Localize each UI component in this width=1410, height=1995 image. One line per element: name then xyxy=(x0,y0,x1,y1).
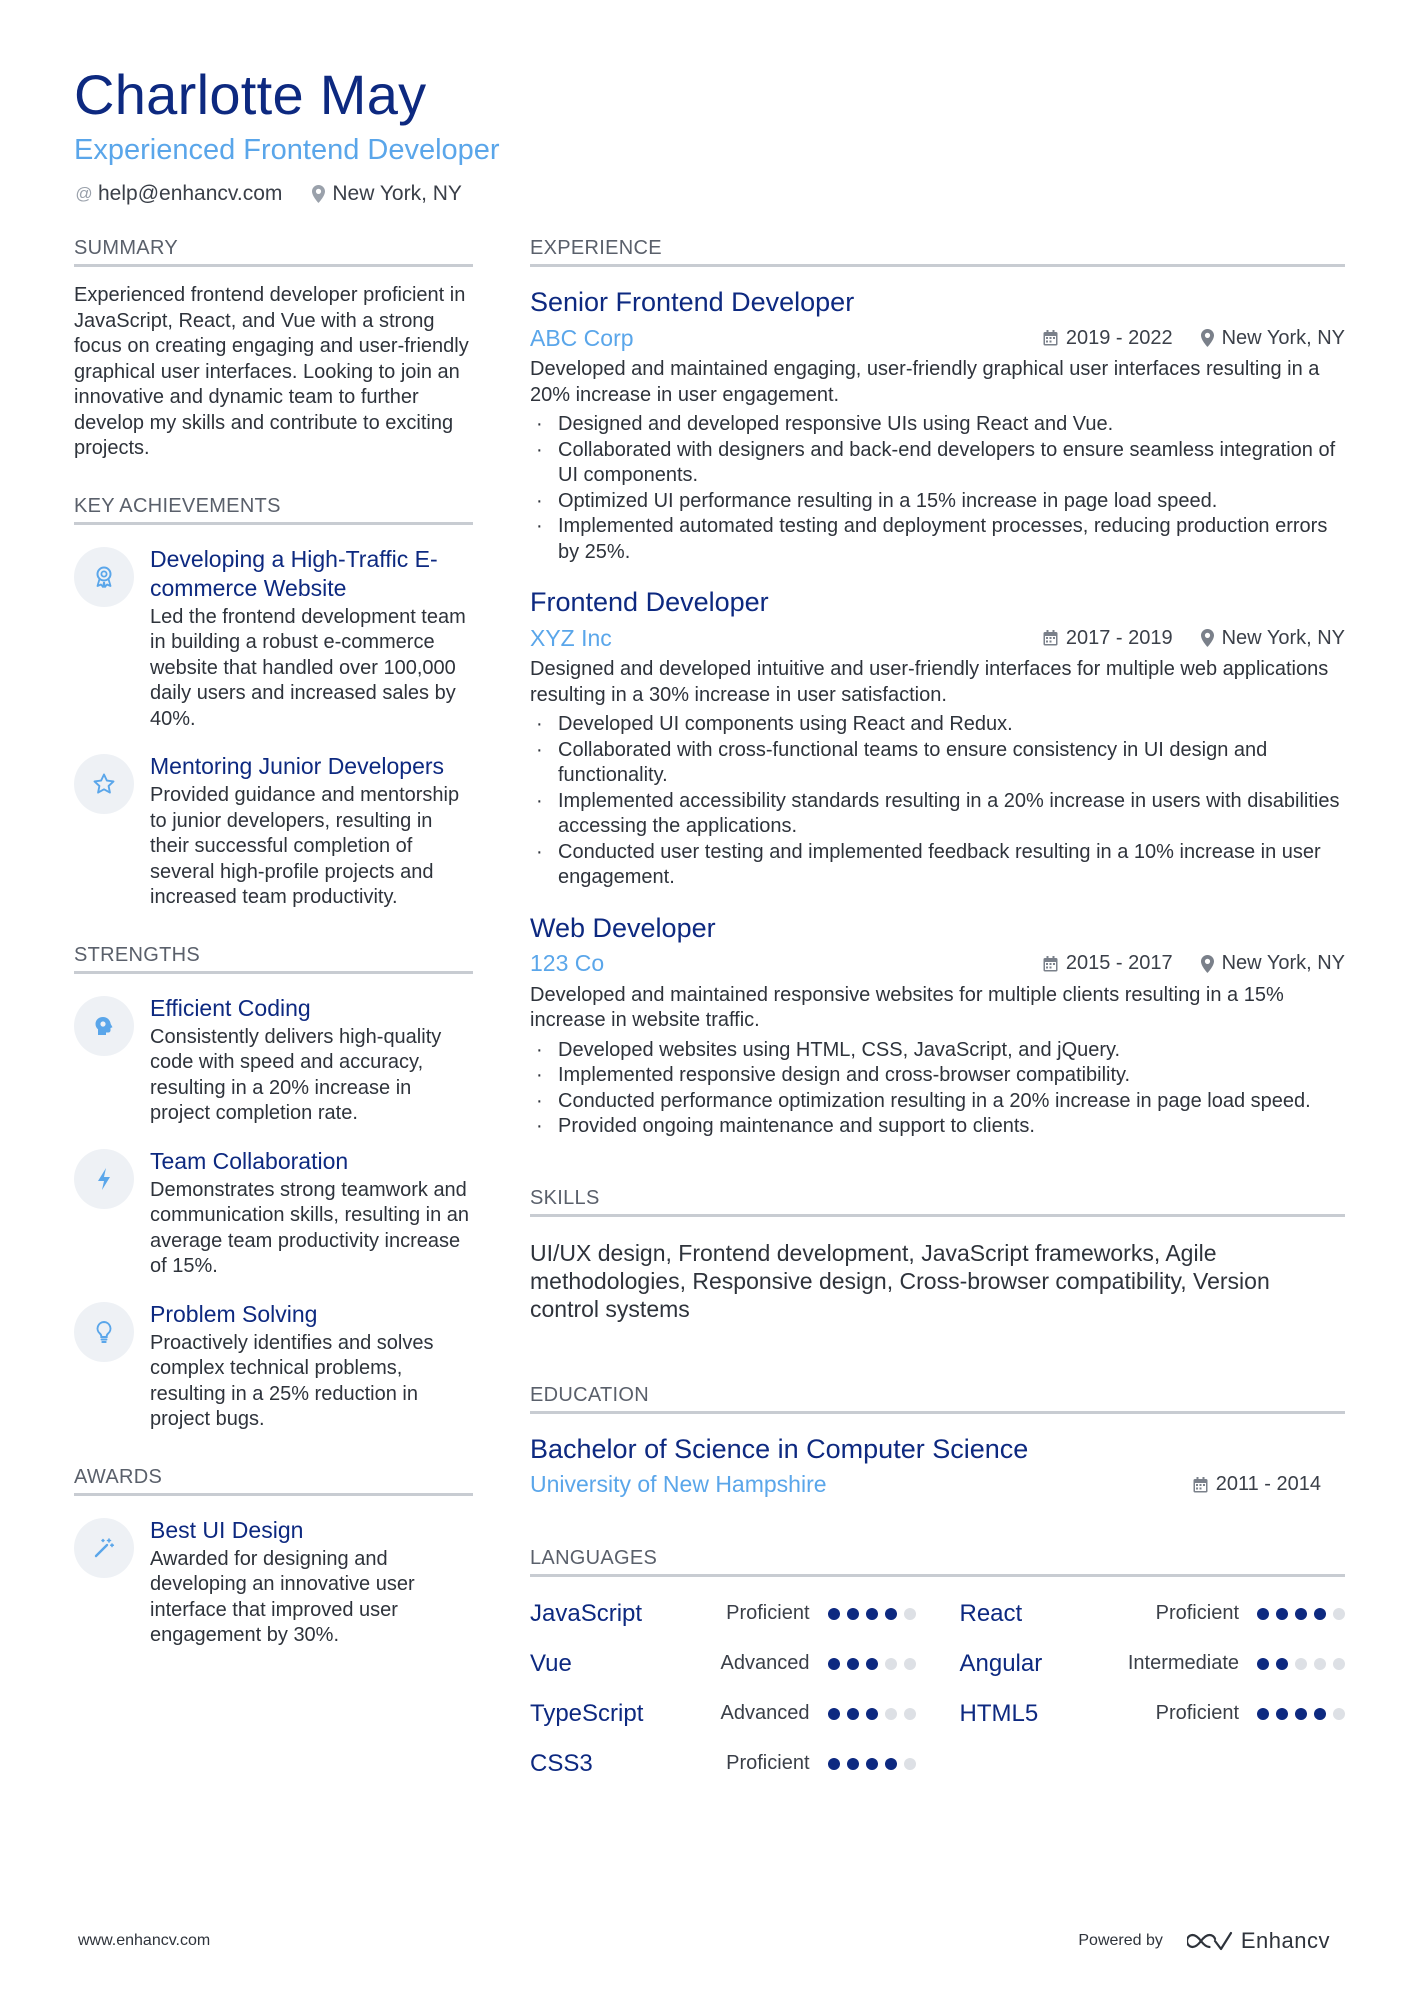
skills-section xyxy=(530,1186,1345,1323)
calendar-icon xyxy=(1043,956,1058,972)
job-meta xyxy=(530,621,1345,655)
rating-dots xyxy=(828,1758,916,1770)
language-name: JavaScript xyxy=(530,1599,643,1627)
job-meta xyxy=(530,947,1345,981)
job-description: Designed and developed intuitive and user-friendly interfaces for multiple web applications resulting in a 30% increase in user satisfaction. xyxy=(530,658,1329,706)
achievement-item xyxy=(74,752,473,911)
bullet-item: · Developed websites using HTML, CSS, JavaScript, and jQuery. xyxy=(530,1038,1345,1064)
job-bullets xyxy=(530,1038,1345,1140)
achievement-title: Developing a High-Traffic E-commerce Website xyxy=(150,545,438,601)
location-text: New York, NY xyxy=(332,182,462,205)
language-item xyxy=(530,1695,916,1733)
rating-dot-filled xyxy=(866,1608,878,1620)
award-icon xyxy=(74,547,134,607)
at-icon: @ xyxy=(75,184,93,203)
bullet-item: · Implemented accessibility standards resulting in a 20% increase in users with disabilities accessing the applications. xyxy=(530,789,1345,840)
awards-heading: AWARDS xyxy=(74,1465,473,1496)
education-entry xyxy=(530,1432,1345,1502)
lightning-icon xyxy=(74,1149,134,1209)
job-bullets xyxy=(530,412,1345,565)
bullet-item: · Developed UI components using React and Redux. xyxy=(530,712,1345,738)
rating-dot-filled xyxy=(847,1758,859,1770)
education-dates: 2011 - 2014 xyxy=(1193,1473,1321,1496)
rating-dot-empty xyxy=(1314,1658,1326,1670)
brand-name: Enhancv xyxy=(1240,1928,1330,1953)
rating-dot-filled xyxy=(847,1708,859,1720)
job-title: Frontend Developer xyxy=(530,587,769,617)
rating-dots xyxy=(1257,1608,1345,1620)
language-level: Intermediate xyxy=(1127,1652,1239,1674)
rating-dot-filled xyxy=(1257,1608,1269,1620)
rating-dot-filled xyxy=(828,1758,840,1770)
bullet-item: · Implemented responsive design and cross-browser compatibility. xyxy=(530,1063,1345,1089)
resume-header xyxy=(74,62,1344,206)
job-dates: 2017 - 2019 xyxy=(1043,627,1173,650)
location-pin-icon xyxy=(1201,629,1214,647)
job-description: Developed and maintained engaging, user-friendly graphical user interfaces resulting in a 20% increase in user engagement. xyxy=(530,358,1320,406)
location-pin-icon xyxy=(1201,329,1214,347)
location-pin-icon xyxy=(1201,955,1214,973)
language-item xyxy=(530,1595,916,1633)
language-item xyxy=(530,1745,916,1783)
achievement-desc: Led the frontend development team in building a robust e-commerce website that handled over 100,000 daily users and increased sales by 40%. xyxy=(150,605,466,730)
strength-item xyxy=(74,1147,473,1280)
job-entry xyxy=(530,585,1345,891)
languages-heading: LANGUAGES xyxy=(530,1546,1345,1577)
rating-dot-empty xyxy=(1333,1608,1345,1620)
bullet-item: · Collaborated with designers and back-end developers to ensure seamless integration of UI components. xyxy=(530,438,1345,489)
powered-by-text: Powered by xyxy=(1078,1932,1163,1949)
language-name: Vue xyxy=(530,1649,572,1677)
company-name: 123 Co xyxy=(530,950,605,976)
page-footer xyxy=(78,1928,1330,1954)
footer-url[interactable]: www.enhancv.com xyxy=(78,1932,211,1949)
summary-text: Experienced frontend developer proficient in JavaScript, React, and Vue with a strong focus on creating engaging and user-friendly graphical user interfaces. Looking to join an innovative and dynamic team to further develop my skills and contribute to exciting projects. xyxy=(74,284,469,459)
achievement-desc: Provided guidance and mentorship to junior developers, resulting in their successful completion of several high-profile projects and increased team productivity. xyxy=(150,784,460,908)
rating-dots xyxy=(828,1708,916,1720)
strength-item xyxy=(74,1300,473,1433)
left-column xyxy=(74,236,473,1681)
job-location: New York, NY xyxy=(1201,327,1345,350)
calendar-icon xyxy=(1193,1477,1208,1493)
job-location: New York, NY xyxy=(1201,952,1345,975)
skills-text: UI/UX design, Frontend development, JavaScript frameworks, Agile methodologies, Responsive design, Cross-browser compatibility, Version control systems xyxy=(530,1239,1270,1322)
education-section xyxy=(530,1383,1345,1502)
rating-dot-filled xyxy=(1276,1608,1288,1620)
experience-heading: EXPERIENCE xyxy=(530,236,1345,267)
lightbulb-icon xyxy=(74,1302,134,1362)
rating-dot-filled xyxy=(1276,1658,1288,1670)
languages-grid xyxy=(530,1595,1345,1783)
strength-desc: Demonstrates strong teamwork and communication skills, resulting in an average team productivity increase of 15%. xyxy=(150,1178,470,1277)
education-meta xyxy=(530,1468,1345,1502)
rating-dot-filled xyxy=(847,1658,859,1670)
strength-title: Team Collaboration xyxy=(150,1147,349,1174)
rating-dot-empty xyxy=(1295,1658,1307,1670)
rating-dot-filled xyxy=(847,1608,859,1620)
strength-item xyxy=(74,994,473,1127)
bullet-item: · Optimized UI performance resulting in a 15% increase in page load speed. xyxy=(530,489,1345,515)
rating-dot-empty xyxy=(904,1658,916,1670)
bullet-item: · Conducted user testing and implemented feedback resulting in a 10% increase in user engagement. xyxy=(530,840,1345,891)
rating-dot-filled xyxy=(828,1658,840,1670)
degree-title: Bachelor of Science in Computer Science xyxy=(530,1433,1029,1464)
footer-brand xyxy=(1078,1928,1330,1954)
achievements-heading: KEY ACHIEVEMENTS xyxy=(74,494,473,525)
language-item xyxy=(960,1645,1346,1683)
job-title: Senior Frontend Developer xyxy=(530,287,855,317)
calendar-icon xyxy=(1043,330,1058,346)
rating-dot-empty xyxy=(1333,1708,1345,1720)
summary-section xyxy=(74,236,473,462)
language-level: Advanced xyxy=(720,1702,810,1724)
award-title: Best UI Design xyxy=(150,1516,304,1543)
rating-dots xyxy=(828,1608,916,1620)
rating-dot-empty xyxy=(885,1658,897,1670)
achievement-item xyxy=(74,545,473,733)
rating-dot-filled xyxy=(885,1758,897,1770)
award-desc: Awarded for designing and developing an innovative user interface that improved user engagement by 30%. xyxy=(150,1547,415,1646)
strength-title: Problem Solving xyxy=(150,1300,318,1327)
star-icon xyxy=(74,754,134,814)
summary-heading: SUMMARY xyxy=(74,236,473,267)
rating-dot-filled xyxy=(866,1758,878,1770)
skills-heading: SKILLS xyxy=(530,1186,1345,1217)
right-column xyxy=(530,236,1345,1823)
contact-row xyxy=(74,182,1344,206)
job-meta xyxy=(530,321,1345,355)
language-item xyxy=(530,1645,916,1683)
strength-desc: Consistently delivers high-quality code with speed and accuracy, resulting in a 20% increase in project completion rate. xyxy=(150,1025,442,1124)
education-heading: EDUCATION xyxy=(530,1383,1345,1414)
rating-dot-empty xyxy=(904,1758,916,1770)
achievements-section xyxy=(74,494,473,911)
job-dates: 2019 - 2022 xyxy=(1043,327,1173,350)
rating-dots xyxy=(1257,1708,1345,1720)
rating-dot-filled xyxy=(1276,1708,1288,1720)
rating-dot-empty xyxy=(885,1708,897,1720)
job-description: Developed and maintained responsive websites for multiple clients resulting in a 15% increase in website traffic. xyxy=(530,983,1284,1031)
language-level: Proficient xyxy=(726,1602,810,1624)
job-title: Web Developer xyxy=(530,912,716,943)
rating-dots xyxy=(828,1658,916,1670)
bullet-item: · Provided ongoing maintenance and support to clients. xyxy=(530,1114,1345,1140)
bullet-item: · Collaborated with cross-functional teams to ensure consistency in UI design and functionality. xyxy=(530,738,1345,789)
language-item xyxy=(960,1695,1346,1733)
job-location: New York, NY xyxy=(1201,627,1345,650)
rating-dot-empty xyxy=(1333,1658,1345,1670)
language-level: Proficient xyxy=(726,1752,810,1774)
rating-dot-filled xyxy=(1257,1708,1269,1720)
language-name: React xyxy=(959,1599,1023,1627)
candidate-headline: Experienced Frontend Developer xyxy=(74,134,500,166)
rating-dot-filled xyxy=(866,1658,878,1670)
rating-dots xyxy=(1257,1658,1345,1670)
award-item xyxy=(74,1516,473,1649)
candidate-name: Charlotte May xyxy=(74,63,427,126)
achievement-title: Mentoring Junior Developers xyxy=(150,753,445,779)
awards-section xyxy=(74,1465,473,1649)
strengths-section xyxy=(74,943,473,1433)
strength-title: Efficient Coding xyxy=(150,994,311,1021)
language-name: Angular xyxy=(959,1649,1043,1677)
language-level: Proficient xyxy=(1155,1702,1239,1724)
bullet-item: · Implemented automated testing and deployment processes, reducing production errors by 25%. xyxy=(530,514,1345,565)
rating-dot-filled xyxy=(1314,1708,1326,1720)
rating-dot-filled xyxy=(885,1608,897,1620)
rating-dot-empty xyxy=(904,1708,916,1720)
contact-email[interactable] xyxy=(74,182,282,206)
email-text: help@enhancv.com xyxy=(98,182,283,205)
school-name: University of New Hampshire xyxy=(530,1471,827,1497)
bullet-item: · Conducted performance optimization resulting in a 20% increase in page load speed. xyxy=(530,1089,1345,1115)
bullet-item: · Designed and developed responsive UIs using React and Vue. xyxy=(530,412,1345,438)
location-pin-icon xyxy=(308,184,328,204)
language-level: Advanced xyxy=(720,1652,810,1674)
company-name: ABC Corp xyxy=(530,324,634,351)
rating-dot-filled xyxy=(1257,1658,1269,1670)
rating-dot-empty xyxy=(904,1608,916,1620)
language-item xyxy=(960,1595,1346,1633)
enhancv-logo-icon xyxy=(1187,1929,1233,1953)
brain-head-icon xyxy=(74,996,134,1056)
strengths-heading: STRENGTHS xyxy=(74,943,473,974)
contact-location xyxy=(308,182,462,206)
rating-dot-filled xyxy=(1295,1608,1307,1620)
company-name: XYZ Inc xyxy=(530,624,612,651)
rating-dot-filled xyxy=(1314,1608,1326,1620)
magic-wand-icon xyxy=(74,1518,134,1578)
rating-dot-filled xyxy=(828,1708,840,1720)
experience-section xyxy=(530,236,1345,1140)
language-level: Proficient xyxy=(1155,1602,1239,1624)
job-bullets xyxy=(530,712,1345,891)
strength-desc: Proactively identifies and solves complex technical problems, resulting in a 25% reduction in project bugs. xyxy=(150,1331,434,1430)
languages-section xyxy=(530,1546,1345,1783)
language-name: HTML5 xyxy=(959,1699,1039,1727)
job-entry xyxy=(530,911,1345,1140)
language-name: CSS3 xyxy=(530,1749,593,1777)
job-entry xyxy=(530,285,1345,565)
rating-dot-filled xyxy=(866,1708,878,1720)
rating-dot-filled xyxy=(1295,1708,1307,1720)
calendar-icon xyxy=(1043,630,1058,646)
job-dates: 2015 - 2017 xyxy=(1043,952,1173,975)
rating-dot-filled xyxy=(828,1608,840,1620)
language-name: TypeScript xyxy=(530,1699,644,1727)
